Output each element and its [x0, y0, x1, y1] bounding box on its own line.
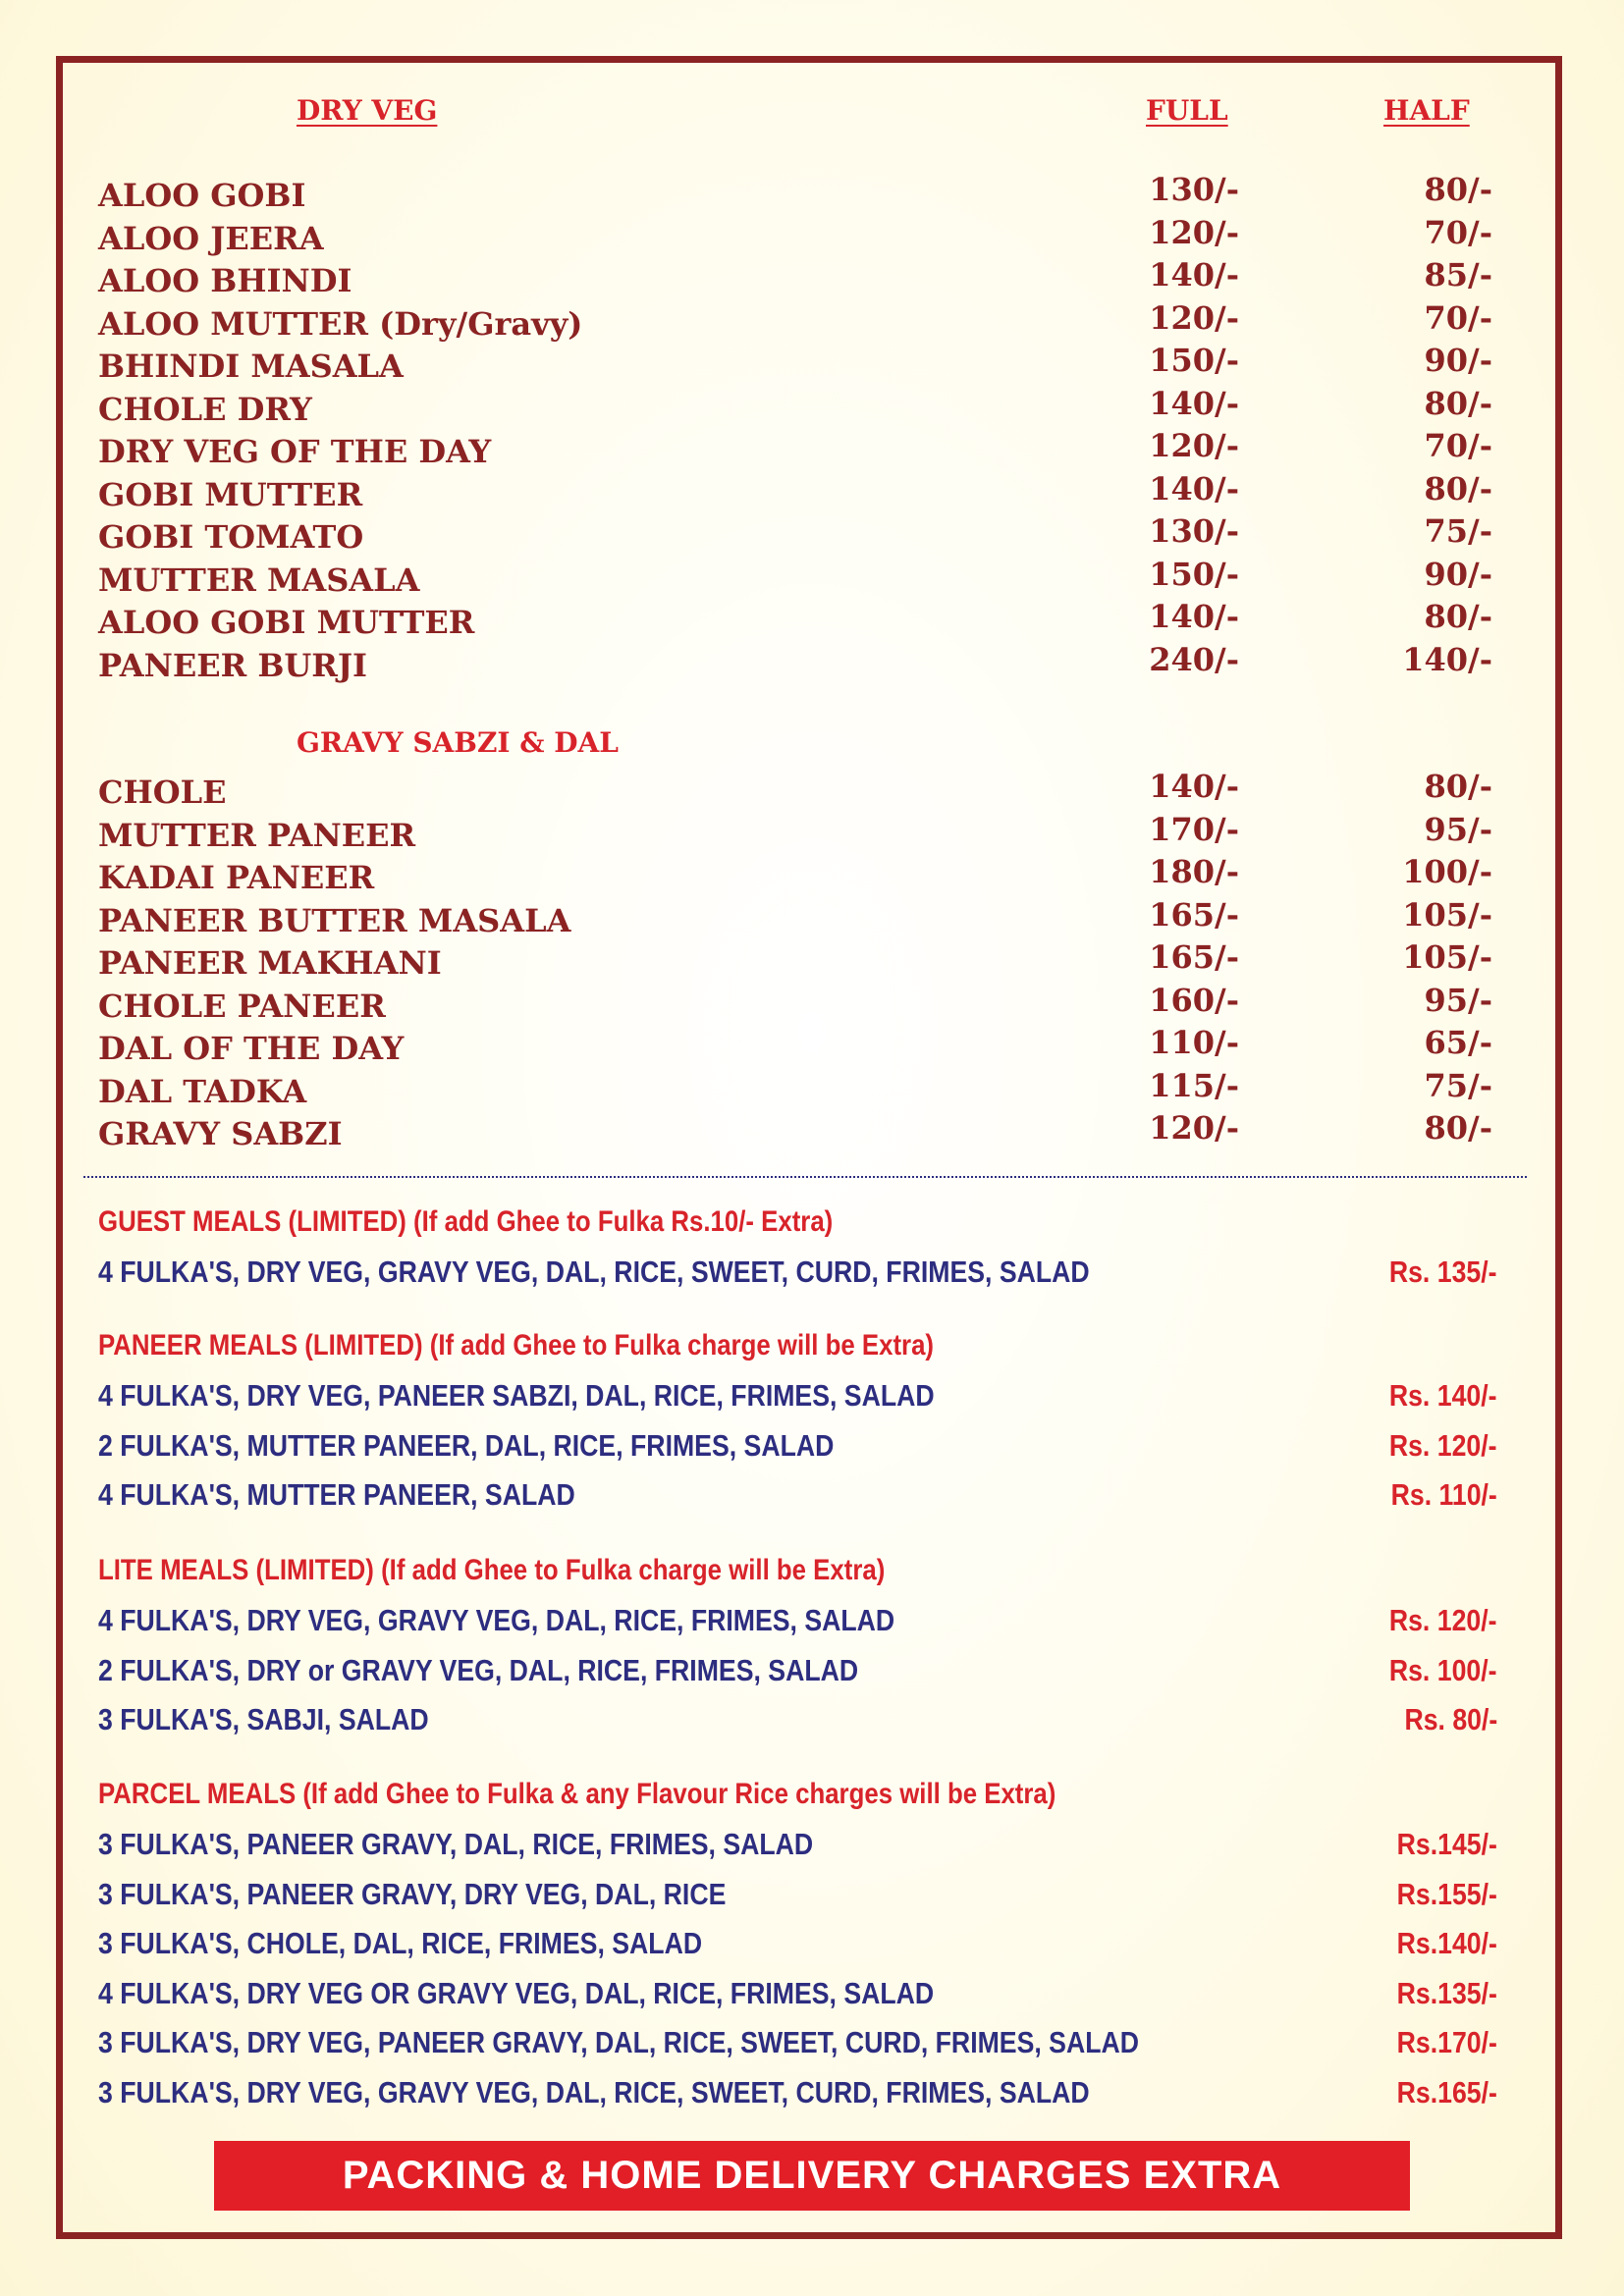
- dry-veg-header: DRY VEG: [297, 94, 438, 127]
- half-price: 80/-: [1424, 384, 1492, 422]
- item-name: ALOO MUTTER (Dry/Gravy): [98, 304, 583, 343]
- meal-description: 3 FULKA'S, SABJI, SALAD: [98, 1702, 429, 1736]
- meal-row: [98, 1976, 1497, 2015]
- half-price: 75/-: [1424, 512, 1492, 550]
- item-name: KADAI PANEER: [98, 859, 375, 896]
- menu-item: [98, 340, 1492, 385]
- half-price: 80/-: [1424, 171, 1492, 208]
- half-price: 80/-: [1424, 598, 1492, 635]
- meal-description: 4 FULKA'S, MUTTER PANEER, SALAD: [98, 1477, 575, 1512]
- item-name: CHOLE DRY: [98, 390, 312, 428]
- item-name: CHOLE: [98, 774, 227, 811]
- half-price: 95/-: [1424, 810, 1492, 848]
- item-name: MUTTER MASALA: [98, 561, 420, 599]
- full-header: FULL: [1146, 94, 1228, 127]
- item-name: DAL TADKA: [98, 1072, 307, 1110]
- full-price: 130/-: [1149, 512, 1239, 550]
- half-price: 70/-: [1424, 213, 1492, 251]
- meal-row: [98, 1378, 1497, 1417]
- item-name: MUTTER PANEER: [98, 816, 416, 854]
- meal-price: Rs.145/-: [1396, 1827, 1497, 1861]
- menu-item: [98, 212, 1492, 257]
- meal-price: Rs. 120/-: [1389, 1427, 1497, 1463]
- menu-item: [98, 766, 1492, 811]
- full-price: 120/-: [1149, 213, 1239, 251]
- full-price: 140/-: [1149, 384, 1239, 422]
- full-price: 140/-: [1149, 598, 1239, 635]
- meal-section-title: PANEER MEALS (LIMITED) (If add Ghee to Fulka charge will be Extra): [98, 1329, 935, 1362]
- item-name: ALOO JEERA: [98, 219, 324, 257]
- meal-price: Rs.135/-: [1396, 1975, 1497, 2010]
- meal-row: [98, 1477, 1497, 1517]
- meal-description: 3 FULKA'S, CHOLE, DAL, RICE, FRIMES, SALAD: [98, 1926, 703, 1960]
- menu-item: [98, 851, 1492, 896]
- meal-price: Rs. 110/-: [1390, 1477, 1497, 1512]
- item-name: ALOO BHINDI: [98, 262, 352, 299]
- full-price: 120/-: [1149, 427, 1239, 464]
- menu-item: [98, 383, 1492, 428]
- meal-row: [98, 1702, 1497, 1741]
- full-price: 120/-: [1149, 1109, 1239, 1147]
- meal-section-title: GUEST MEALS (LIMITED) (If add Ghee to Fulka Rs.10/- Extra): [98, 1205, 834, 1238]
- full-price: 140/-: [1149, 256, 1239, 294]
- item-name: PANEER MAKHANI: [98, 944, 442, 982]
- menu-item: [98, 425, 1492, 470]
- menu-item: [98, 554, 1492, 599]
- full-price: 130/-: [1149, 171, 1239, 208]
- half-price: 80/-: [1424, 469, 1492, 507]
- meal-row: [98, 1428, 1497, 1468]
- menu-item: [98, 468, 1492, 513]
- section-divider: [83, 1176, 1527, 1178]
- meal-row: [98, 2075, 1497, 2114]
- menu-item: [98, 297, 1492, 343]
- half-price: 90/-: [1424, 342, 1492, 379]
- half-price: 65/-: [1424, 1024, 1492, 1061]
- half-price: 85/-: [1424, 256, 1492, 294]
- delivery-banner: PACKING & HOME DELIVERY CHARGES EXTRA: [214, 2141, 1410, 2211]
- item-name: PANEER BUTTER MASALA: [98, 901, 571, 939]
- meal-price: Rs. 140/-: [1389, 1378, 1497, 1413]
- meal-description: 2 FULKA'S, MUTTER PANEER, DAL, RICE, FRIMES, SALAD: [98, 1427, 835, 1463]
- full-price: 150/-: [1149, 342, 1239, 379]
- full-price: 240/-: [1149, 640, 1239, 678]
- menu-item: [98, 596, 1492, 641]
- item-name: DRY VEG OF THE DAY: [98, 433, 492, 470]
- gravy-section-title: GRAVY SABZI & DAL: [297, 726, 619, 759]
- item-name: ALOO GOBI MUTTER: [98, 604, 475, 641]
- full-price: 165/-: [1149, 938, 1239, 976]
- half-price: 105/-: [1402, 895, 1492, 934]
- meal-description: 4 FULKA'S, DRY VEG, GRAVY VEG, DAL, RICE, FRIMES, SALAD: [98, 1603, 895, 1637]
- meal-row: [98, 1653, 1497, 1692]
- menu-item: [98, 1107, 1492, 1152]
- meal-price: Rs.170/-: [1396, 2025, 1497, 2059]
- half-price: 95/-: [1424, 981, 1492, 1019]
- meal-section-title: LITE MEALS (LIMITED) (If add Ghee to Fulka charge will be Extra): [98, 1554, 886, 1586]
- item-name: ALOO GOBI: [98, 177, 306, 214]
- item-name: CHOLE PANEER: [98, 987, 386, 1025]
- full-price: 150/-: [1149, 555, 1239, 593]
- meal-description: 4 FULKA'S, DRY VEG, GRAVY VEG, DAL, RICE, SWEET, CURD, FRIMES, SALAD: [98, 1255, 1090, 1289]
- meal-row: [98, 1926, 1497, 1965]
- half-price: 100/-: [1402, 853, 1492, 890]
- half-header: HALF: [1383, 94, 1470, 127]
- meal-description: 3 FULKA'S, DRY VEG, PANEER GRAVY, DAL, RICE, SWEET, CURD, FRIMES, SALAD: [98, 2025, 1140, 2059]
- item-name: BHINDI MASALA: [98, 347, 404, 385]
- meal-description: 2 FULKA'S, DRY or GRAVY VEG, DAL, RICE, FRIMES, SALAD: [98, 1652, 859, 1687]
- meal-price: Rs. 135/-: [1389, 1255, 1497, 1289]
- menu-item: [98, 254, 1492, 299]
- full-price: 140/-: [1149, 768, 1239, 805]
- half-price: 105/-: [1402, 938, 1492, 976]
- meal-description: 3 FULKA'S, PANEER GRAVY, DRY VEG, DAL, RICE: [98, 1876, 727, 1911]
- meal-row: [98, 1827, 1497, 1866]
- half-price: 80/-: [1424, 768, 1492, 805]
- full-price: 120/-: [1149, 298, 1239, 337]
- meal-row: [98, 1877, 1497, 1916]
- meal-description: 3 FULKA'S, PANEER GRAVY, DAL, RICE, FRIMES, SALAD: [98, 1827, 814, 1861]
- menu-item: [98, 510, 1492, 556]
- meal-price: Rs. 100/-: [1389, 1652, 1497, 1687]
- half-price: 80/-: [1424, 1109, 1492, 1147]
- menu-item: [98, 980, 1492, 1025]
- item-name: PANEER BURJI: [98, 646, 367, 684]
- full-price: 170/-: [1149, 810, 1239, 848]
- meal-description: 3 FULKA'S, DRY VEG, GRAVY VEG, DAL, RICE, SWEET, CURD, FRIMES, SALAD: [98, 2074, 1090, 2109]
- meal-price: Rs. 120/-: [1389, 1603, 1497, 1637]
- full-price: 110/-: [1149, 1024, 1239, 1061]
- full-price: 160/-: [1149, 981, 1239, 1019]
- menu-item: [98, 809, 1492, 854]
- meal-price: Rs.155/-: [1396, 1876, 1497, 1911]
- full-price: 140/-: [1149, 469, 1239, 507]
- meal-description: 4 FULKA'S, DRY VEG, PANEER SABZI, DAL, RICE, FRIMES, SALAD: [98, 1378, 935, 1413]
- item-name: GOBI TOMATO: [98, 518, 364, 556]
- half-price: 70/-: [1424, 427, 1492, 464]
- meal-section-title: PARCEL MEALS (If add Ghee to Fulka & any Flavour Rice charges will be Extra): [98, 1778, 1056, 1810]
- menu-item: [98, 169, 1492, 214]
- meal-row: [98, 1255, 1497, 1294]
- meal-price: Rs.165/-: [1396, 2074, 1497, 2109]
- meal-row: [98, 1603, 1497, 1642]
- menu-item: [98, 1065, 1492, 1110]
- half-price: 75/-: [1424, 1066, 1492, 1104]
- meal-price: Rs. 80/-: [1404, 1702, 1497, 1736]
- menu-item: [98, 894, 1492, 939]
- meal-description: 4 FULKA'S, DRY VEG OR GRAVY VEG, DAL, RICE, FRIMES, SALAD: [98, 1975, 935, 2010]
- item-name: GRAVY SABZI: [98, 1115, 343, 1152]
- half-price: 70/-: [1424, 298, 1492, 337]
- half-price: 140/-: [1402, 640, 1492, 678]
- full-price: 165/-: [1149, 895, 1239, 934]
- full-price: 180/-: [1149, 853, 1239, 890]
- item-name: GOBI MUTTER: [98, 475, 363, 513]
- menu-item: [98, 936, 1492, 982]
- menu-item: [98, 1022, 1492, 1067]
- meal-row: [98, 2025, 1497, 2064]
- full-price: 115/-: [1149, 1066, 1239, 1104]
- menu-item: [98, 639, 1492, 684]
- item-name: DAL OF THE DAY: [98, 1030, 405, 1067]
- meal-price: Rs.140/-: [1396, 1926, 1497, 1960]
- half-price: 90/-: [1424, 555, 1492, 593]
